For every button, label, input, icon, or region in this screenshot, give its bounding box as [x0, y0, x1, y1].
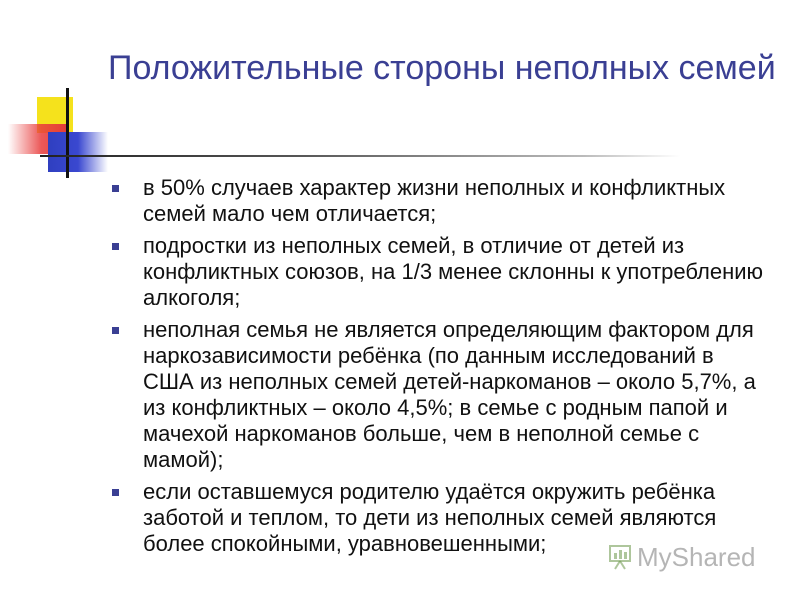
decor-blue-block: [48, 132, 108, 172]
bullet-square-icon: [112, 327, 119, 334]
slide-title: Положительные стороны неполных семей: [108, 49, 776, 87]
bullet-list: [110, 175, 770, 563]
bullet-square-icon: [112, 185, 119, 192]
bullet-item: [110, 175, 770, 227]
bullet-text: неполная семья не является определяющим фактором для наркозависимости ребёнка (по данным исследований в США из неполных семей детей-наркоманов – около 5,7%, а из конфликтных – около 4,5%; в семье с родным папой и мачехой наркоманов больше, чем в неполной семье с мамой);: [143, 317, 756, 472]
bullet-item: [110, 317, 770, 473]
watermark-text: MyShared: [637, 541, 756, 572]
bullet-square-icon: [112, 489, 119, 496]
title-underline: [40, 155, 680, 157]
bullet-text: подростки из неполных семей, в отличие от детей из конфликтных союзов, на 1/3 менее склонны к употреблению алкоголя;: [143, 233, 764, 310]
bullet-item: [110, 233, 770, 311]
decor-vertical-line: [66, 88, 69, 178]
bullet-item: [110, 479, 770, 557]
bullet-text: в 50% случаев характер жизни неполных и конфликтных семей мало чем отличается;: [143, 175, 726, 226]
bullet-text: если оставшемуся родителю удаётся окружить ребёнка заботой и теплом, то дети из неполных семей являются более спокойными, уравновешенными;: [143, 479, 717, 556]
bullet-square-icon: [112, 243, 119, 250]
